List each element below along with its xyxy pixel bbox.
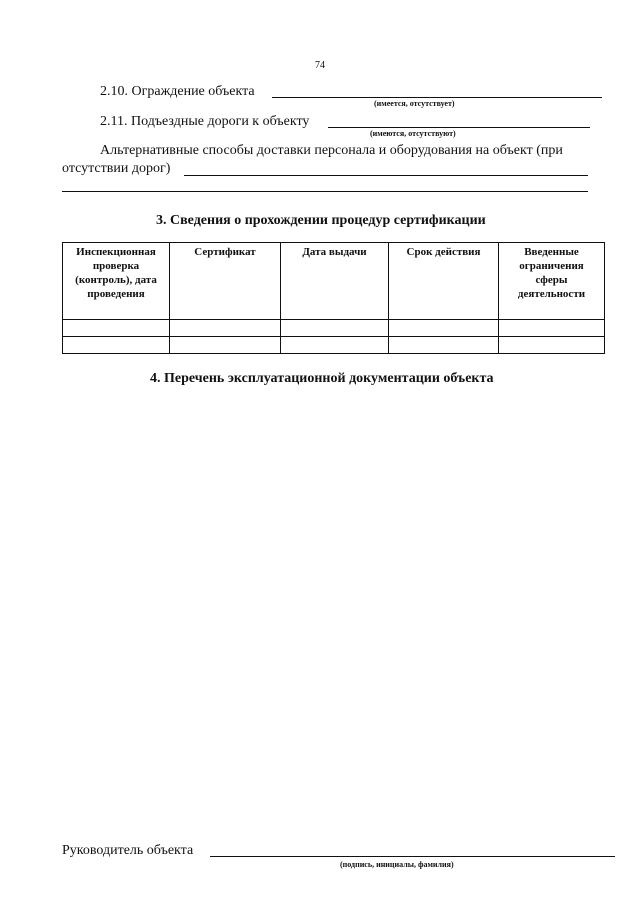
roads-label: 2.11. Подъездные дороги к объекту [100,114,310,129]
table-header-row [63,243,605,320]
page-number: 74 [315,60,325,71]
table-cell[interactable] [170,337,281,354]
fence-label: 2.10. Ограждение объекта [100,84,255,99]
col-restrictions: Введенные ограничения сферы деятельности [499,243,605,320]
section4-title: 4. Перечень эксплуатационной документации объекта [150,371,494,386]
table-cell[interactable] [63,320,170,337]
alternative-field-line-2[interactable] [62,191,588,192]
fence-hint: (имеется, отсутствует) [374,99,455,108]
section3-title: 3. Сведения о прохождении процедур сертификации [156,213,486,228]
col-certificate: Сертификат [170,243,281,320]
roads-field-line[interactable] [328,127,590,128]
table-cell[interactable] [63,337,170,354]
table-cell[interactable] [170,320,281,337]
alternative-line1: Альтернативные способы доставки персонала и оборудования на объект (при [100,143,563,158]
table-row [63,337,605,354]
table-cell[interactable] [281,320,389,337]
signature-field-line[interactable] [210,856,615,857]
roads-hint: (имеются, отсутствуют) [370,129,456,138]
fence-field-line[interactable] [272,97,602,98]
col-validity: Срок действия [389,243,499,320]
table-cell[interactable] [499,337,605,354]
col-inspection: Инспекционная проверка (контроль), дата проведения [63,243,170,320]
table-row [63,320,605,337]
signature-hint: (подпись, инициалы, фамилия) [340,860,454,869]
table-cell[interactable] [389,320,499,337]
col-issue-date: Дата выдачи [281,243,389,320]
alternative-line2: отсутствии дорог) [62,161,171,176]
alternative-field-line[interactable] [184,175,588,176]
signature-label: Руководитель объекта [62,843,194,858]
table-cell[interactable] [281,337,389,354]
table-cell[interactable] [499,320,605,337]
certification-table [62,242,605,354]
table-cell[interactable] [389,337,499,354]
